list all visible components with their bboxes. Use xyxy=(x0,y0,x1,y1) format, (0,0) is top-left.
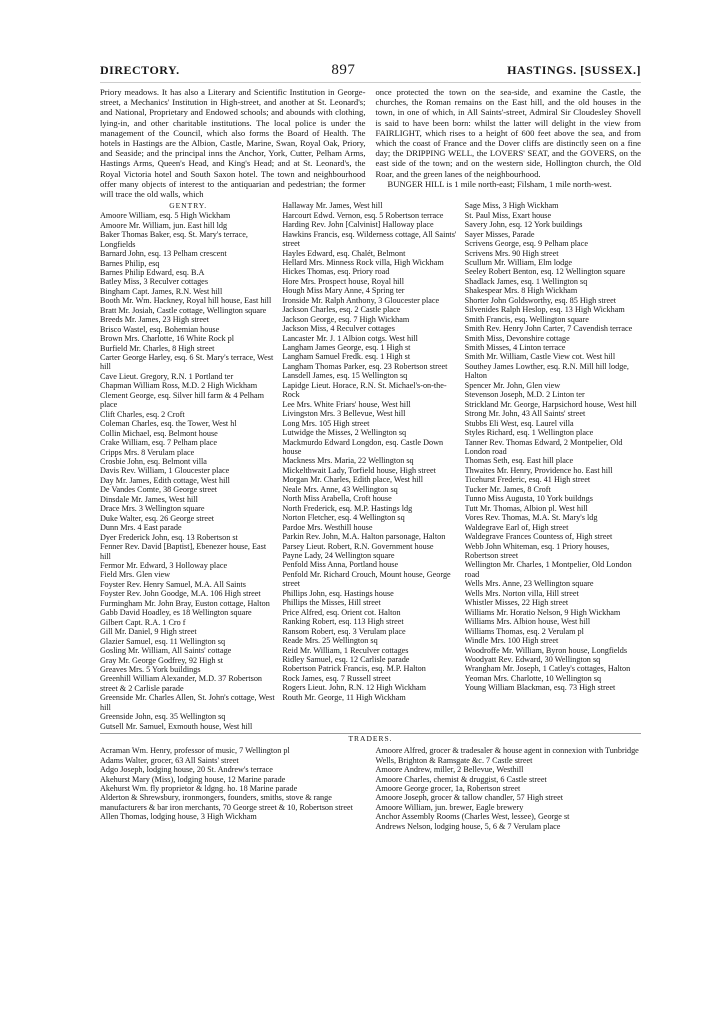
gentry-entry: Shadlack James, esq. 1 Wellington sq xyxy=(464,276,588,286)
gentry-entry: Robertson Patrick Francis, esq. M.P. Halton xyxy=(282,664,426,674)
gentry-entry: Hawkins Francis, esq. Wilderness cottage, All Saints' street xyxy=(282,229,457,249)
trader-entry: Adams Walter, grocer, 63 All Saints' street xyxy=(100,755,239,765)
gentry-entry: Scullum Mr. William, Elm lodge xyxy=(464,257,572,267)
gentry-entry: Shakespear Mrs. 8 High Wickham xyxy=(464,286,578,296)
gentry-entry: Smith Francis, esq. Wellington square xyxy=(464,314,589,324)
gentry-entry: Baker Thomas Baker, esq. St. Mary's terrace, Longfields xyxy=(100,230,248,249)
gentry-entry: Brisco Wastel, esq. Bohemian house xyxy=(100,324,220,334)
gentry-entry: Mackmurdo Edward Longdon, esq. Castle Down house xyxy=(282,437,444,457)
gentry-entry: Routh Mr. George, 11 High Wickham xyxy=(282,692,406,702)
gentry-entry: Phillips the Misses, Hill street xyxy=(282,598,381,608)
gentry-entry: Fermor Mr. Edward, 3 Holloway place xyxy=(100,561,228,570)
gentry-entry: Harding Rev. John [Calvinist] Halloway place xyxy=(282,220,434,230)
gentry-entry: Dunn Mrs. 4 East parade xyxy=(100,523,182,533)
gentry-entry: Silvenides Ralph Heslop, esq. 13 High Wickham xyxy=(464,305,625,315)
gentry-entry: Greenside Mr. Charles Allen, St. John's cottage, West hill xyxy=(100,693,275,712)
gentry-entry: Hickes Thomas, esq. Priory road xyxy=(282,267,390,277)
gentry-column-3 xyxy=(465,201,641,731)
gentry-entry: Strong Mr. John, 43 All Saints' street xyxy=(464,409,586,419)
intro-paragraph-left: Priory meadows. It has also a Literary and Scientific Institution in George-street, a Mechanics' Institution in High-street, and another at St. Leonard's; and National, Proprietary and Endowed schools; and abounds with clothing, lying-in, and other charitable institutions. The local police is under the management of the Council, which also forms the Board of Health. The hotels in Hastings are the Albion, Castle, Marine, Swan, Royal Oak, Priory, and Seaside; and the principal inns the Anchor, York, Cutter, Pelham Arms, Hastings Arms, Queen's Head, and King's Head; and at St. Leonard's, the Royal Victoria hotel and South Saxon hotel. The town and neighbourhood offer many objects of interest to the antiquarian and pedestrian; the former will trace the old walls, which xyxy=(100,87,366,200)
gentry-entry: Mickelthwait Lady, Torfield house, High street xyxy=(282,465,436,475)
gentry-entry: Tutt Mr. Thomas, Albion pl. West hill xyxy=(464,503,588,513)
gentry-entry: Williams Thomas, esq. 2 Verulam pl xyxy=(464,626,584,636)
gentry-entry: Hore Mrs. Prospect house, Royal hill xyxy=(282,276,404,286)
gentry-entry: Cripps Mrs. 8 Verulam place xyxy=(100,447,195,457)
trader-entry: Amoore Charles, chemist & druggist, 6 Castle street xyxy=(375,774,547,784)
gentry-entry: Tucker Mr. James, 8 Croft xyxy=(464,484,551,494)
gentry-entry: Hallaway Mr. James, West hill xyxy=(282,201,383,211)
intro-left-column xyxy=(100,87,366,199)
gentry-entry: Davis Rev. William, 1 Gloucester place xyxy=(100,466,230,476)
gentry-entry: Day Mr. James, Edith cottage, West hill xyxy=(100,475,230,485)
page-header xyxy=(100,62,641,83)
gentry-entry: Lapidge Lieut. Horace, R.N. St. Michael's-on-the-Rock xyxy=(282,380,447,400)
gentry-entry: Chapman William Ross, M.D. 2 High Wickham xyxy=(100,381,258,391)
gentry-entry: Wrangham Mr. Joseph, 1 Catley's cottages, Halton xyxy=(464,664,631,674)
gentry-entry: Reid Mr. William, 1 Reculver cottages xyxy=(282,645,409,655)
gentry-entry: Livingston Mrs. 3 Bellevue, West hill xyxy=(282,409,406,419)
trader-entry: Amoore William, jun. brewer, Eagle brewery xyxy=(375,802,524,812)
gentry-entry: Smith Miss, Devonshire cottage xyxy=(464,333,570,343)
gentry-entry: Yeoman Mrs. Charlotte, 10 Wellington sq xyxy=(464,673,602,683)
gentry-entry: Penfold Mr. Richard Crouch, Mount house, George street xyxy=(282,569,451,589)
gentry-entry: Southey James Lowther, esq. R.N. Mill hill lodge, Halton xyxy=(464,361,629,381)
gentry-entry: Cave Lieut. Gregory, R.N. 1 Portland ter xyxy=(100,371,234,381)
gentry-entry: Greaves Mrs. 5 York buildings xyxy=(100,664,201,674)
gentry-entry: Young William Blackman, esq. 73 High street xyxy=(464,683,616,693)
gentry-entry: Woodyatt Rev. Edward, 30 Wellington sq xyxy=(464,654,601,664)
trader-entry: Akehurst Wm. fly proprietor & ldgng. ho. 18 Marine parade xyxy=(100,783,298,793)
gentry-entry: Crake William, esq. 7 Pelham place xyxy=(100,438,218,448)
gentry-entry: Williams Mrs. Albion house, West hill xyxy=(464,617,591,627)
gentry-entry: Field Mrs. Glen view xyxy=(100,570,171,580)
gentry-entry: Burfield Mr. Charles, 8 High street xyxy=(100,343,215,353)
gentry-entry: Smith Rev. Henry John Carter, 7 Cavendish terrace xyxy=(464,324,633,334)
gentry-entry: Ransom Robert, esq. 3 Verulam place xyxy=(282,626,406,636)
gentry-entry: Glazier Samuel, esq. 11 Wellington sq xyxy=(100,636,226,646)
gentry-entry: Brown Mrs. Charlotte, 16 White Rock pl xyxy=(100,334,235,344)
gentry-entry: Harcourt Edwd. Vernon, esq. 5 Robertson terrace xyxy=(282,210,444,220)
traders-section xyxy=(100,744,641,831)
gentry-entry: Bingham Capt. James, R.N. West hill xyxy=(100,286,223,296)
gentry-entry: Breeds Mr. James, 23 High street xyxy=(100,315,209,325)
gentry-entry: Webb John Whiteman, esq. 1 Priory houses, Robertson street xyxy=(464,541,610,560)
gentry-entry: Savery John, esq. 12 York buildings xyxy=(464,220,583,230)
intro-right-column xyxy=(376,87,642,199)
gentry-entry: Amoore Mr. William, jun. East hill ldg xyxy=(100,220,228,230)
gentry-entry: Whistler Misses, 22 High street xyxy=(464,598,569,608)
gentry-entry: Sayer Misses, Parade xyxy=(464,229,535,239)
gentry-entry: Neale Mrs. Anne, 43 Wellington sq xyxy=(282,484,398,494)
gentry-entry: Jackson Charles, esq. 2 Castle place xyxy=(282,305,401,315)
gentry-entry: North Miss Arabella, Croft house xyxy=(282,494,392,504)
gentry-entry: Fenner Rev. David [Baptist], Ebenezer house, East hill xyxy=(100,542,267,561)
gentry-entry: Collin Michael, esq. Belmont house xyxy=(100,428,218,438)
gentry-entry: Ranking Robert, esq. 113 High street xyxy=(282,617,404,627)
gentry-entry: Greenhill William Alexander, M.D. 37 Robertson street & 2 Carlisle parade xyxy=(100,674,263,693)
gentry-entry: Barnard John, esq. 13 Pelham crescent xyxy=(100,249,227,259)
gentry-entry: Ticehurst Frederic, esq. 41 High street xyxy=(464,475,591,485)
gentry-entry: Smith Misses, 4 Linton terrace xyxy=(464,343,566,353)
gentry-entry: Scrivens Mrs. 90 High street xyxy=(464,248,559,258)
gentry-entry: Wells Mrs. Anne, 23 Wellington square xyxy=(464,579,594,589)
gentry-entry: Stevenson Joseph, M.D. 2 Linton ter xyxy=(464,390,585,400)
gentry-entry: Thomas Seth, esq. East hill place xyxy=(464,456,574,466)
gentry-entry: Parkin Rev. John, M.A. Halton parsonage, Halton xyxy=(282,532,446,542)
gentry-entry: Langham James George, esq. 1 High st xyxy=(282,343,411,353)
gentry-entry: Coleman Charles, esq. the Tower, West hl xyxy=(100,419,237,429)
gentry-entry: Vores Rev. Thomas, M.A. St. Mary's ldg xyxy=(464,513,598,523)
gentry-entry: Phillips John, esq. Hastings house xyxy=(282,588,394,598)
gentry-entry: Ironside Mr. Ralph Anthony, 3 Gloucester place xyxy=(282,295,440,305)
gentry-entry: Payne Lady, 24 Wellington square xyxy=(282,551,395,560)
trader-entry: Allen Thomas, lodging house, 3 High Wickham xyxy=(100,812,257,822)
gentry-entry: Hayles Edward, esq. Chalét, Belmont xyxy=(282,248,406,258)
gentry-entry: Furmingham Mr. John Bray, Euston cottage, Halton xyxy=(100,598,270,608)
gentry-entry: De Vandes Comte, 38 George street xyxy=(100,485,218,495)
gentry-entry: Lutwidge the Misses, 2 Wellington sq xyxy=(282,428,407,438)
gentry-entry: Wells Mrs. Norton villa, Hill street xyxy=(464,588,579,598)
gentry-entry: Reade Mrs. 25 Wellington sq xyxy=(282,636,378,646)
gentry-entry: Gabb David Hoadley, es 18 Wellington square xyxy=(100,608,252,618)
gentry-entry: Hough Miss Mary Anne, 4 Spring ter xyxy=(282,286,405,296)
gentry-entry: Spencer Mr. John, Glen view xyxy=(464,380,561,390)
gentry-entry: North Frederick, esq. M.P. Hastings ldg xyxy=(282,503,413,513)
gentry-entry: Lancaster Mr. J. 1 Albion cotgs. West hill xyxy=(282,333,418,343)
gentry-column-2 xyxy=(282,201,458,731)
intro-text xyxy=(100,87,641,199)
gentry-entry: Parsey Lieut. Robert, R.N. Government house xyxy=(282,541,434,551)
gentry-entry: Tanner Rev. Thomas Edward, 2 Montpelier, Old London road xyxy=(464,437,623,457)
gentry-entry: Lee Mrs. White Friars' house, West hill xyxy=(282,399,411,409)
gentry-entry: Hellard Mrs. Minness Rock villa, High Wickham xyxy=(282,257,444,267)
gentry-entry: Sage Miss, 3 High Wickham xyxy=(464,201,559,211)
gentry-entry: Shorter John Goldsworthy, esq. 85 High street xyxy=(464,295,617,305)
gentry-entry: Bratt Mr. Josiah, Castle cottage, Wellington square xyxy=(100,305,267,315)
header-right: HASTINGS. [SUSSEX.] xyxy=(507,63,641,77)
gentry-entry: Gilbert Capt. R.A. 1 Cro f xyxy=(100,617,186,627)
trader-entry: Amoore George grocer, 1a, Robertson street xyxy=(375,783,521,793)
trader-entry: Akehurst Mary (Miss), lodging house, 12 Marine parade xyxy=(100,774,286,784)
gentry-entry: Gray Mr. George Godfrey, 92 High st xyxy=(100,655,224,665)
gentry-entry: Woodroffe Mr. William, Byron house, Longfields xyxy=(464,645,628,655)
gentry-entry: Booth Mr. Wm. Hackney, Royal hill house, East hill xyxy=(100,296,272,306)
gentry-entry: Pardoe Mrs. Westhill house xyxy=(282,522,373,532)
gentry-heading: GENTRY. xyxy=(169,201,208,211)
traders-heading: TRADERS. xyxy=(100,733,641,744)
trader-entry: Adgo Joseph, lodging house, 20 St. Andrew's terrace xyxy=(100,765,273,775)
gentry-entry: Rogers Lieut. John, R.N. 12 High Wickham xyxy=(282,683,427,693)
gentry-entry: Dinsdale Mr. James, West hill xyxy=(100,494,198,504)
gentry-entry: Dyer Frederick John, esq. 13 Robertson st xyxy=(100,532,238,542)
trader-entry: Amoore Andrew, miller, 2 Bellevue, Westhill xyxy=(375,765,524,775)
gentry-entry: Windle Mrs. 100 High street xyxy=(464,636,559,646)
gentry-entry: Rock James, esq. 7 Russell street xyxy=(282,673,391,683)
gentry-entry: Waldegrave Earl of, High street xyxy=(464,522,569,532)
gentry-entry: Mackness Mrs. Maria, 22 Wellington sq xyxy=(282,456,414,466)
gentry-entry: St. Paul Miss, Exart house xyxy=(464,210,552,220)
trader-entry: Amoore Alfred, grocer & tradesaler & house agent in connexion with Tunbridge Wells, Brighton & Ramsgate &c. 7 Castle street xyxy=(375,746,639,765)
gentry-entry: Waldegrave Frances Countess of, High street xyxy=(464,532,613,542)
gentry-entry: Jackson George, esq. 7 High Wickham xyxy=(282,314,410,324)
gentry-entry: Langham Samuel Fredk. esq. 1 High st xyxy=(282,352,411,362)
trader-entry: Amoore Joseph, grocer & tallow chandler, 57 High street xyxy=(375,793,563,803)
gentry-entry: Clement George, esq. Silver hill farm & 4 Pelham place xyxy=(100,390,265,410)
gentry-entry: Gill Mr. Daniel, 9 High street xyxy=(100,627,197,637)
trader-entry: Alderton & Shrewsbury, ironmongers, founders, smiths, stove & range manufacturers & bar iron merchants, 70 George street & 10, Robertson street xyxy=(100,793,353,812)
gentry-entry: Wellington Mr. Charles, 1 Montpelier, Old London road xyxy=(464,560,632,579)
gentry-entry: Greenside John, esq. 35 Wellington sq xyxy=(100,712,226,722)
intro-paragraph-right: once protected the town on the sea-side, and examine the Castle, the churches, the Roman remains on the East hill, and the old houses in the town, in one of which, in All Saints'-street, Admiral Sir Cloudesley Shovell is said to have been born: whilst the latter will delight in the view from FAIRLIGHT, which rises to a height of 600 feet above the sea, and from which the coast of France and the Dover cliffs are distinctly seen on a fine day; the DRIPPING WELL, the LOVERS' SEAT, and the GOVERS, on the east side of the town; and on the western side, Hollington church, the Old Roar, and the green lanes of the neighbourhood. xyxy=(375,87,641,179)
gentry-entry: Clift Charles, esq. 2 Croft xyxy=(100,409,185,419)
gentry-entry: Foyster Rev. Henry Samuel, M.A. All Saints xyxy=(100,579,246,589)
gentry-entry: Stubbs Eli West, esq. Laurel villa xyxy=(464,418,574,428)
header-left: DIRECTORY. xyxy=(100,63,180,77)
gentry-entry: Ridley Samuel, esq. 12 Carlisle parade xyxy=(282,654,410,664)
traders-column-right xyxy=(376,746,642,831)
gentry-entry: Styles Richard, esq. 1 Wellington place xyxy=(464,428,594,438)
gentry-entry: Amoore William, esq. 5 High Wickham xyxy=(100,211,231,221)
gentry-entry: Drace Mrs. 3 Wellington square xyxy=(100,504,205,514)
gentry-section xyxy=(100,201,641,731)
gentry-entry: Scrivens George, esq. 9 Pelham place xyxy=(464,239,588,249)
gentry-entry: Williams Mr. Horatio Nelson, 9 High Wickham xyxy=(464,607,621,617)
gentry-entry: Duke Walter, esq. 26 George street xyxy=(100,513,214,523)
gentry-entry: Seeley Robert Benton, esq. 12 Wellington square xyxy=(464,267,626,277)
gentry-entry: Lansdell James, esq. 15 Wellington sq xyxy=(282,371,408,381)
gentry-entry: Penfold Miss Anna, Portland house xyxy=(282,560,399,570)
gentry-entry: Long Mrs. 105 High street xyxy=(282,418,370,428)
gentry-entry: Batley Miss, 3 Reculver cottages xyxy=(100,277,209,287)
gentry-entry: Langham Thomas Parker, esq. 23 Robertson street xyxy=(282,361,448,371)
gentry-entry: Foyster Rev. John Goodge, M.A. 106 High street xyxy=(100,589,261,599)
gentry-entry: Gosling Mr. William, All Saints' cottage xyxy=(100,646,232,656)
gentry-entry: Smith Mr. William, Castle View cot. West hill xyxy=(464,352,616,362)
gentry-entry: Thwaites Mr. Henry, Providence ho. East hill xyxy=(464,465,613,475)
page-number: 897 xyxy=(331,62,356,78)
gentry-entry: Tunno Miss Augusta, 10 York buildngs xyxy=(464,494,593,504)
trader-entry: Anchor Assembly Rooms (Charles West, lessee), George st xyxy=(375,812,570,822)
gentry-entry: Strickland Mr. George, Harpsichord house, West hill xyxy=(464,399,637,409)
trader-entry: Andrews Nelson, lodging house, 5, 6 & 7 Verulam place xyxy=(375,821,561,831)
gentry-entry: Crosbie John, esq. Belmont villa xyxy=(100,457,207,467)
gentry-entry: Jackson Miss, 4 Reculver cottages xyxy=(282,324,395,334)
gentry-entry: Morgan Mr. Charles, Edith place, West hill xyxy=(282,475,424,485)
gentry-entry: Barnes Philip, esq xyxy=(100,258,160,268)
gentry-column-1 xyxy=(100,201,276,731)
gentry-entry: Norton Fletcher, esq. 4 Wellington sq xyxy=(282,513,405,523)
gentry-entry: Carter George Harley, esq. 6 St. Mary's terrace, West hill xyxy=(100,353,274,372)
gentry-entry: Price Alfred, esq. Orient cot. Halton xyxy=(282,607,401,617)
intro-paragraph-right-2: BUNGER HILL is 1 mile north-east; Filsham, 1 mile north-west. xyxy=(387,178,612,189)
trader-entry: Acraman Wm. Henry, professor of music, 7 Wellington pl xyxy=(100,746,290,756)
gentry-entry: Gutsell Mr. Samuel, Exmouth house, West hill xyxy=(100,721,253,731)
traders-column-left xyxy=(100,746,366,831)
gentry-entry: Barnes Philip Edward, esq. B.A xyxy=(100,267,205,277)
